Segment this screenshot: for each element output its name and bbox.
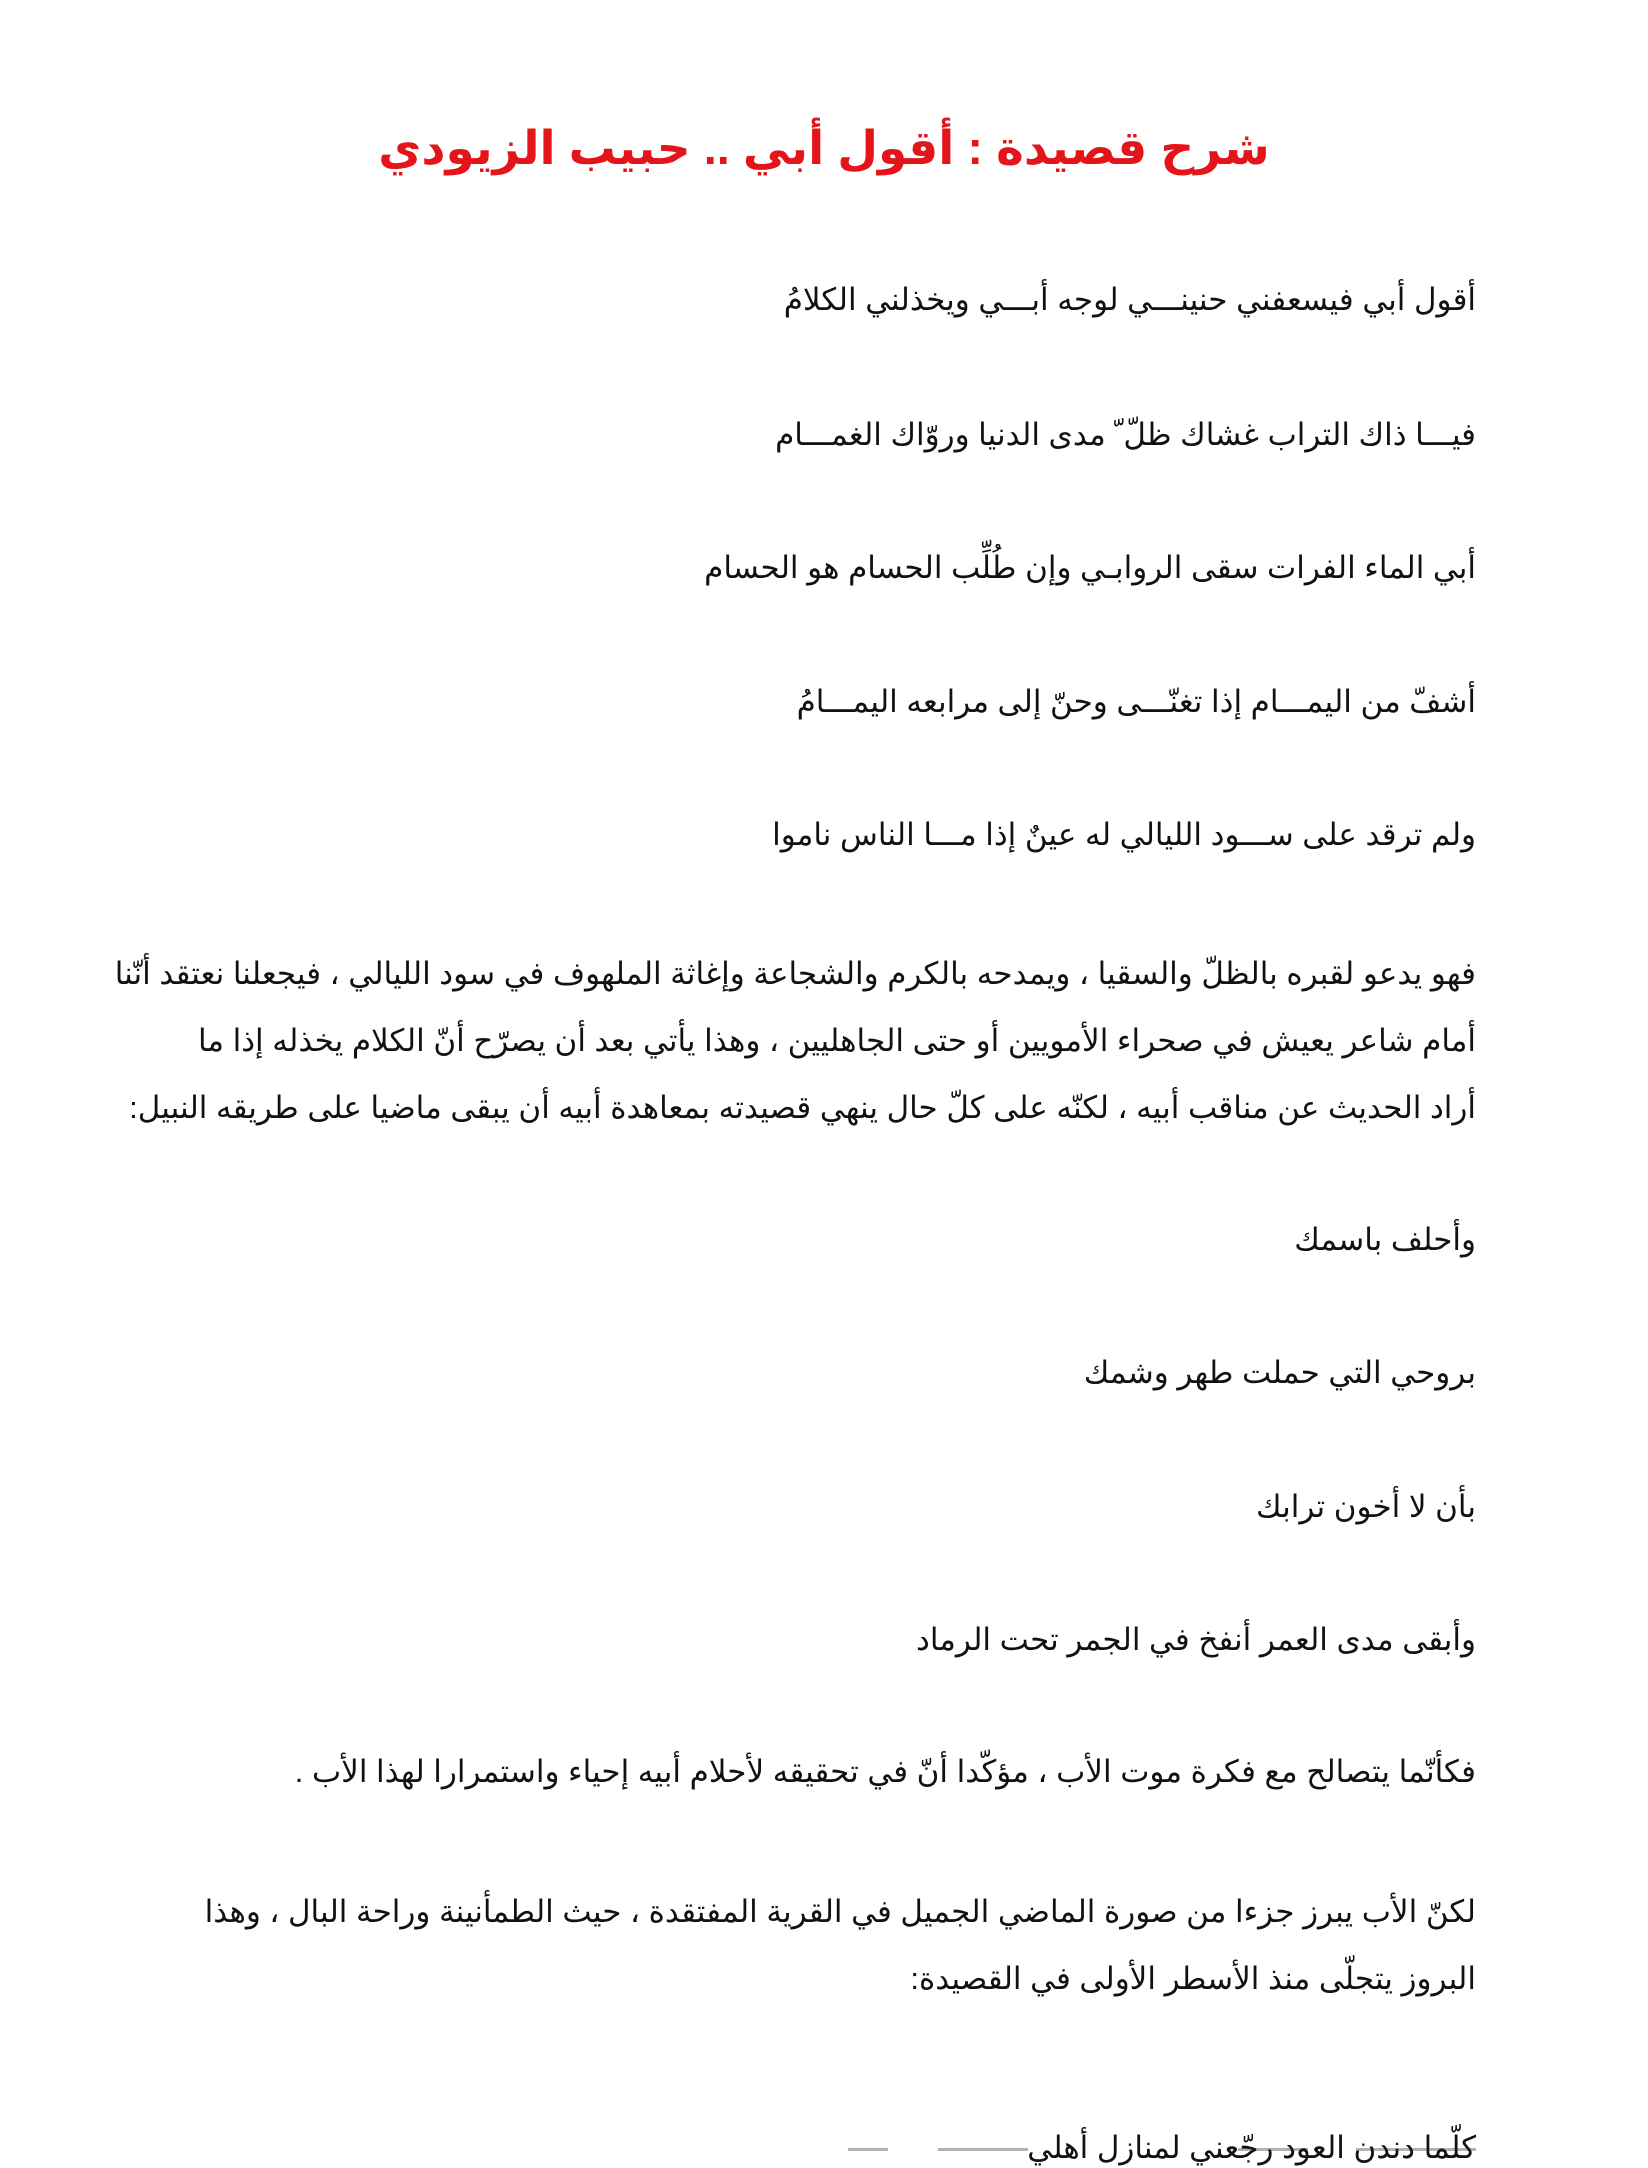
paragraph-line: البروز يتجلّى منذ الأسطر الأولى في القصيدة: <box>910 1961 1476 1996</box>
paragraph-line: أراد الحديث عن مناقب أبيه ، لكنّه على كلّ حال ينهي قصيدته بمعاهدة أبيه أن يبقى ماضيا على طريقه النبيل: <box>129 1090 1476 1125</box>
verse-line: بروحي التي حملت طهر وشمك <box>1083 1355 1476 1390</box>
verse-line: ولم ترقد على ســـود الليالي له عينٌ إذا مـــا الناس ناموا <box>772 817 1476 852</box>
commentary-paragraph: فكأنّما يتصالح مع فكرة موت الأب ، مؤكّدا أنّ في تحقيقه لأحلام أبيه إحياء واستمرارا لهذا الأب . <box>294 1754 1476 1789</box>
verse-line: فيـــا ذاك التراب غشاك ظلّ ّ مدى الدنيا وروّاك الغمـــام <box>775 417 1476 452</box>
verse-line: أشفّ من اليمـــام إذا تغنّـــى وحنّ إلى مرابعه اليمـــامُ <box>796 684 1476 719</box>
verse-line: كلّما دندن العود رجّعني لمنازل أهلي <box>1027 2130 1476 2165</box>
cut-off-next-line <box>0 2148 1648 2160</box>
paragraph-line: فهو يدعو لقبره بالظلّ والسقيا ، ويمدحه بالكرم والشجاعة وإغاثة الملهوف في سود الليالي ، فيجعلنا نعتقد أنّنا <box>114 956 1476 991</box>
document-title: شرح قصيدة : أقول أبي .. حبيب الزيودي <box>378 121 1270 174</box>
verse-line: أبي الماء الفرات سقى الروابـي وإن طُلِّب الحسام هو الحسام <box>704 550 1476 585</box>
verse-line: وأحلف باسمك <box>1294 1222 1476 1257</box>
verse-line: وأبقى مدى العمر أنفخ في الجمر تحت الرماد <box>916 1622 1476 1657</box>
paragraph-line: أمام شاعر يعيش في صحراء الأمويين أو حتى الجاهليين ، وهذا يأتي بعد أن يصرّح أنّ الكلام يخذله إذا ما <box>197 1023 1476 1058</box>
commentary-paragraph <box>114 940 1476 1141</box>
verse-line: أقول أبي فيسعفني حنينـــي لوجه أبـــي ويخذلني الكلامُ <box>783 282 1476 317</box>
paragraph-line: لكنّ الأب يبرز جزءا من صورة الماضي الجميل في القرية المفتقدة ، حيث الطمأنينة وراحة البال ، وهذا <box>204 1894 1476 1929</box>
commentary-paragraph <box>168 1878 1476 2012</box>
verse-line: بأن لا أخون ترابك <box>1255 1489 1476 1524</box>
